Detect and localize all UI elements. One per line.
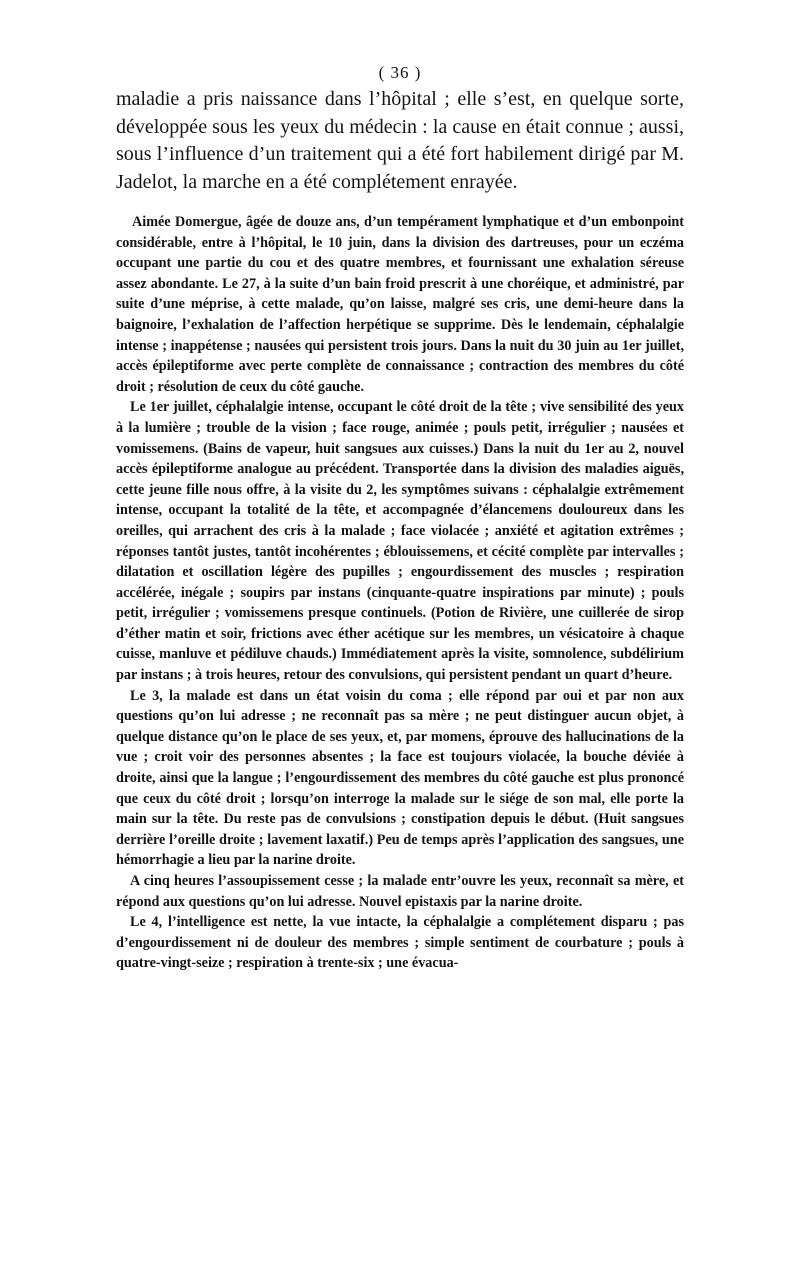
case-paragraph-july-4: Le 4, l’intelligence est nette, la vue intacte, la céphalalgie a complétement disparu ; pas d’engourdissement ni de douleur des membres ; simple sentiment de courbature ; pouls à quatre-vingt-seize ; respiration à trente-six ; une évacua-: [116, 914, 684, 972]
case-paragraph-admission: Aimée Domergue, âgée de douze ans, d’un tempérament lymphatique et d’un embonpoint considérable, entre à l’hôpital, le 10 juin, dans la division des dartreuses, pour un eczéma occupant une partie du cou et des quatre membres, et fournissant une exhalation séreuse assez abondante. Le 27, à la suite d’un bain froid prescrit à une choréique, et administré, par suite d’une méprise, à cette malade, qu’on laisse, malgré ses cris, une demi-heure dans la baignoire, l’exhalation de l’affection herpétique se supprime. Dès le lendemain, céphalalgie intense ; inappétense ; nausées qui persistent trois jours. Dans la nuit du 30 juin au 1er juillet, accès épileptiforme avec perte complète de connaissance ; contraction des membres du côté droit ; résolution de ceux du côté gauche.: [116, 214, 684, 395]
document-page: [116, 62, 684, 974]
lead-paragraph: maladie a pris naissance dans l’hôpital ; elle s’est, en quelque sorte, développée sous les yeux du médecin : la cause en était connue ; aussi, sous l’influence d’un traitement qui a été fort habilement dirigé par M. Jadelot, la marche en a été complétement enrayée.: [116, 88, 684, 193]
case-paragraph-july-1: Le 1er juillet, céphalalgie intense, occupant le côté droit de la tête ; vive sensibilité des yeux à la lumière ; trouble de la vision ; face rouge, animée ; pouls petit, irrégulier ; nausées et vomissemens. (Bains de vapeur, huit sangsues aux cuisses.) Dans la nuit du 1er au 2, nouvel accès épileptiforme analogue au précédent. Transportée dans la division des maladies aiguës, cette jeune fille nous offre, à la visite du 2, les symptômes suivans : céphalalgie extrêmement intense, occupant la totalité de la tête, et accompagnée d’élancemens douloureux dans les oreilles, qui arrachent des cris à la malade ; face violacée ; anxiété et agitation extrêmes ; réponses tantôt justes, tantôt incohérentes ; éblouissemens, et cécité complète par intervalles ; dilatation et oscillation légère des pupilles ; engourdissement des muscles ; respiration accélérée, inégale ; soupirs par instans (cinquante-quatre inspirations par minute) ; pouls petit, irrégulier ; vomissemens presque continuels. (Potion de Rivière, une cuillerée de sirop d’éther matin et soir, frictions avec éther acétique sur les membres, un vésicatoire à chaque cuisse, manluve et pédiluve chauds.) Immédiatement après la visite, somnolence, subdélirium par instans ; à trois heures, retour des convulsions, qui persistent pendant un quart d’heure.: [116, 399, 684, 684]
page-number: ( 36 ): [378, 63, 422, 82]
page-bottom-edge: [0, 1248, 800, 1262]
case-paragraph-july-3: Le 3, la malade est dans un état voisin du coma ; elle répond par oui et par non aux questions qu’on lui adresse ; ne reconnaît pas sa mère ; ne peut distinguer aucun objet, à quelque distance qu’on le place de ses yeux, et, par momens, éprouve des hallucinations de la vue ; croit voir des personnes absentes ; la face est toujours violacée, la bouche déviée à droite, ainsi que la langue ; l’engourdissement des membres du côté gauche est plus prononcé que ceux du côté droit ; lorsqu’on interroge la malade sur le siége de son mal, elle porte la main sur la tête. Du reste pas de convulsions ; constipation depuis le début. (Huit sangsues derrière l’oreille droite ; lavement laxatif.) Peu de temps après l’application des sangsues, une hémorrhagie a lieu par la narine droite.: [116, 687, 684, 869]
case-paragraph-five-hours: A cinq heures l’assoupissement cesse ; la malade entr’ouvre les yeux, reconnaît sa mère, et répond aux questions qu’on lui adresse. Nouvel epistaxis par la narine droite.: [116, 873, 684, 910]
